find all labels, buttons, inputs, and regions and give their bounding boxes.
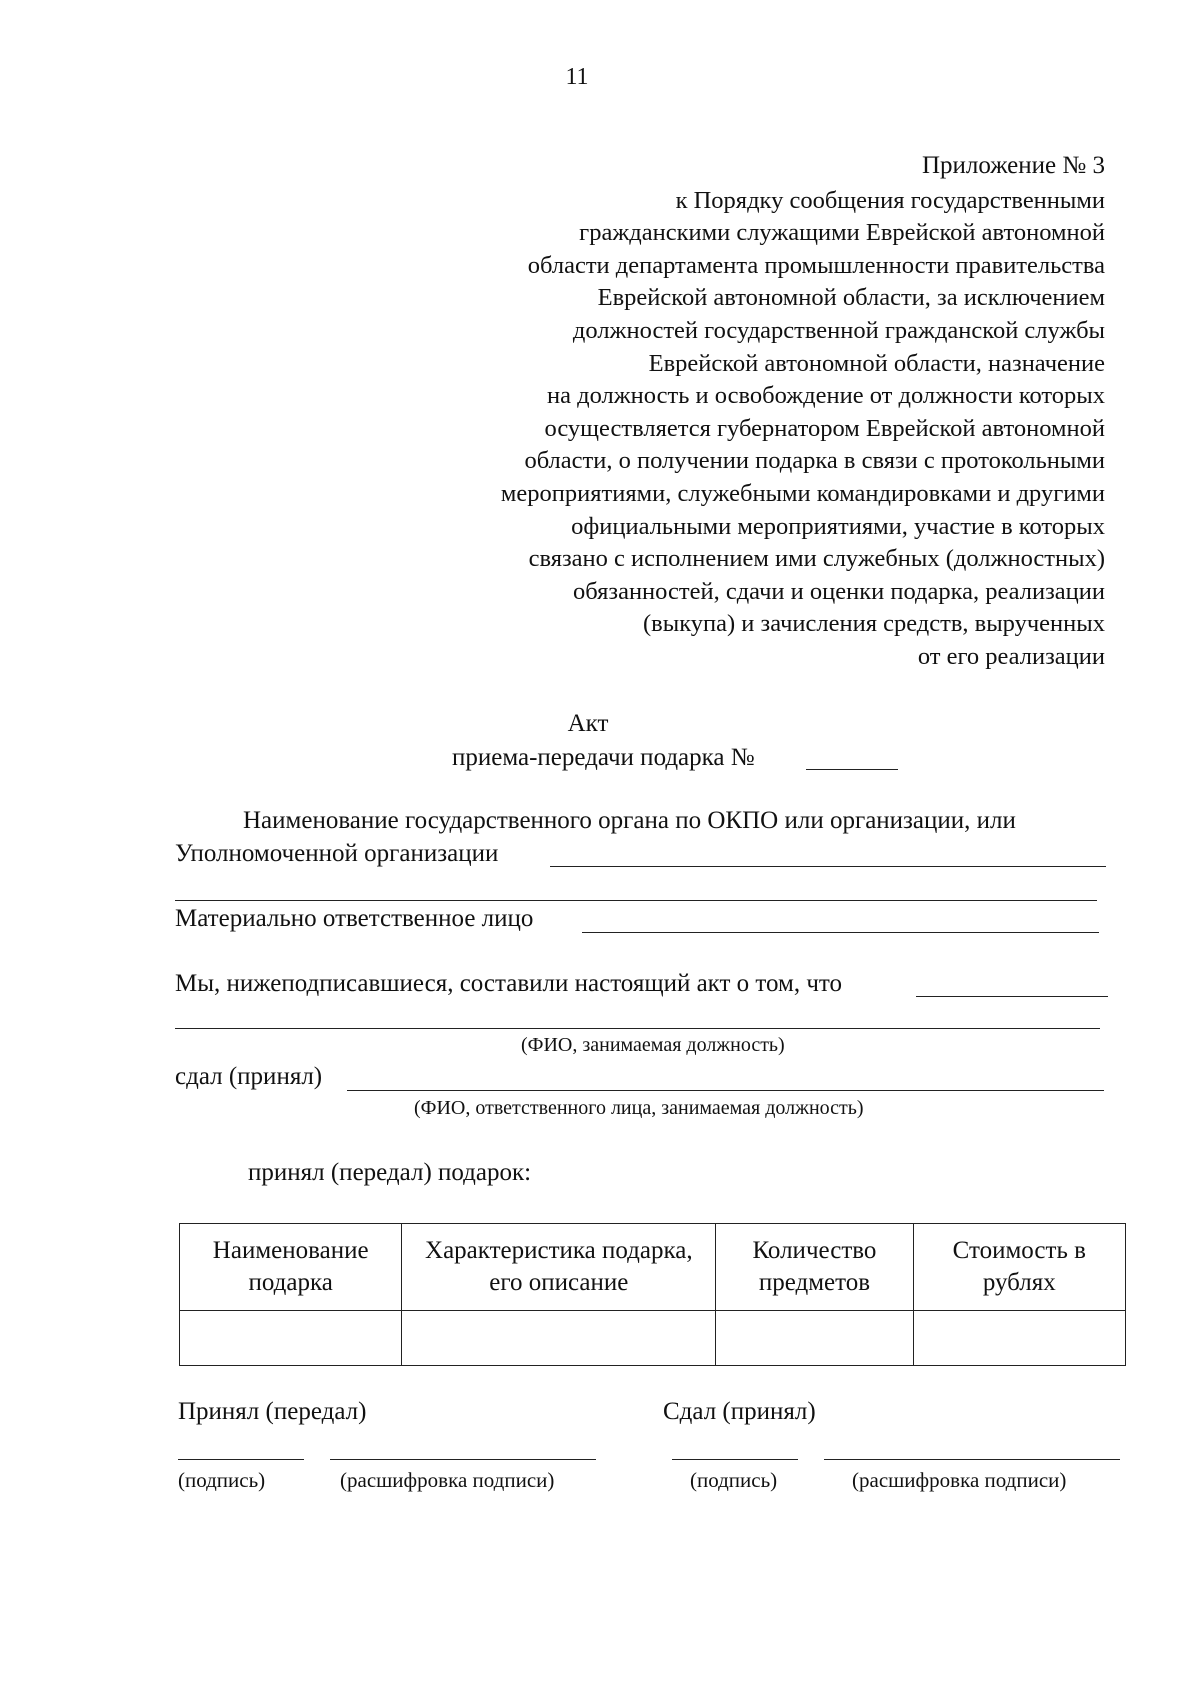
right-decode-field[interactable]: [824, 1459, 1120, 1460]
appendix-line: от его реализации: [917, 642, 1105, 670]
act-title: Акт: [567, 710, 609, 737]
table-header-cell: Количество предметов: [716, 1224, 913, 1311]
appendix-header: [340, 150, 1105, 674]
responsible-label: Материально ответственное лицо: [175, 905, 534, 932]
page-number: 11: [565, 64, 589, 90]
appendix-line: связано с исполнением ими служебных (должностных): [528, 545, 1105, 573]
appendix-line: официальными мероприятиями, участие в которых: [571, 512, 1105, 540]
appendix-line: гражданскими служащими Еврейской автономной: [579, 219, 1105, 247]
handed-field[interactable]: [347, 1090, 1104, 1091]
appendix-line: области, о получении подарка в связи с протокольными: [524, 447, 1105, 475]
org-label-line2: Уполномоченной организации: [175, 840, 499, 867]
appendix-line: к Порядку сообщения государственными: [675, 186, 1105, 214]
received-gift-label: принял (передал) подарок:: [248, 1159, 532, 1186]
responsible-field[interactable]: [582, 932, 1099, 933]
appendix-line: области департамента промышленности правительства: [527, 251, 1105, 279]
left-decode-field[interactable]: [330, 1459, 596, 1460]
appendix-line: осуществляется губернатором Еврейской автономной: [544, 414, 1105, 442]
act-subtitle: [452, 744, 755, 772]
org-label-line1: Наименование государственного органа по ОКПО или организации, или: [243, 807, 1016, 834]
right-signature-caption: (подпись): [690, 1468, 778, 1492]
appendix-line: Еврейской автономной области, за исключением: [597, 284, 1105, 312]
table-header-cell: Характеристика подарка, его описание: [402, 1224, 716, 1311]
table-cell[interactable]: [716, 1311, 913, 1366]
right-signature-field[interactable]: [672, 1459, 798, 1460]
appendix-line: обязанностей, сдачи и оценки подарка, реализации: [573, 577, 1105, 605]
fio-field[interactable]: [175, 1028, 1100, 1029]
appendix-title: Приложение № 3: [921, 152, 1105, 179]
table-header-row: [180, 1224, 1126, 1311]
table-header-cell: Наименование подарка: [180, 1224, 402, 1311]
left-signature-field[interactable]: [178, 1459, 304, 1460]
table-row: [180, 1311, 1126, 1366]
handed-label: сдал (принял): [175, 1063, 323, 1090]
right-signature-title: Сдал (принял): [663, 1398, 816, 1425]
appendix-line: (выкупа) и зачисления средств, вырученных: [643, 610, 1105, 638]
table-cell[interactable]: [180, 1311, 402, 1366]
statement-field[interactable]: [916, 996, 1108, 997]
responsible-caption: (ФИО, ответственного лица, занимаемая должность): [414, 1097, 864, 1119]
table-header-cell: Стоимость в рублях: [913, 1224, 1125, 1311]
org-field[interactable]: [550, 866, 1106, 867]
org-field-continued[interactable]: [175, 900, 1097, 901]
appendix-line: Еврейской автономной области, назначение: [648, 349, 1105, 377]
left-signature-title: Принял (передал): [178, 1398, 367, 1425]
left-decode-caption: (расшифровка подписи): [340, 1468, 555, 1492]
gift-table: [179, 1223, 1126, 1366]
fio-caption: (ФИО, занимаемая должность): [521, 1034, 785, 1056]
act-number-field[interactable]: [806, 769, 898, 770]
right-decode-caption: (расшифровка подписи): [852, 1468, 1067, 1492]
act-subtitle-text: приема-передачи подарка №: [452, 744, 755, 771]
table-cell[interactable]: [402, 1311, 716, 1366]
appendix-line: мероприятиями, служебными командировками и другими: [500, 479, 1105, 507]
table-cell[interactable]: [913, 1311, 1125, 1366]
appendix-line: должностей государственной гражданской службы: [572, 316, 1105, 344]
left-signature-caption: (подпись): [178, 1468, 266, 1492]
appendix-line: на должность и освобождение от должности которых: [547, 382, 1105, 410]
statement-text: Мы, нижеподписавшиеся, составили настоящий акт о том, что: [175, 970, 843, 997]
